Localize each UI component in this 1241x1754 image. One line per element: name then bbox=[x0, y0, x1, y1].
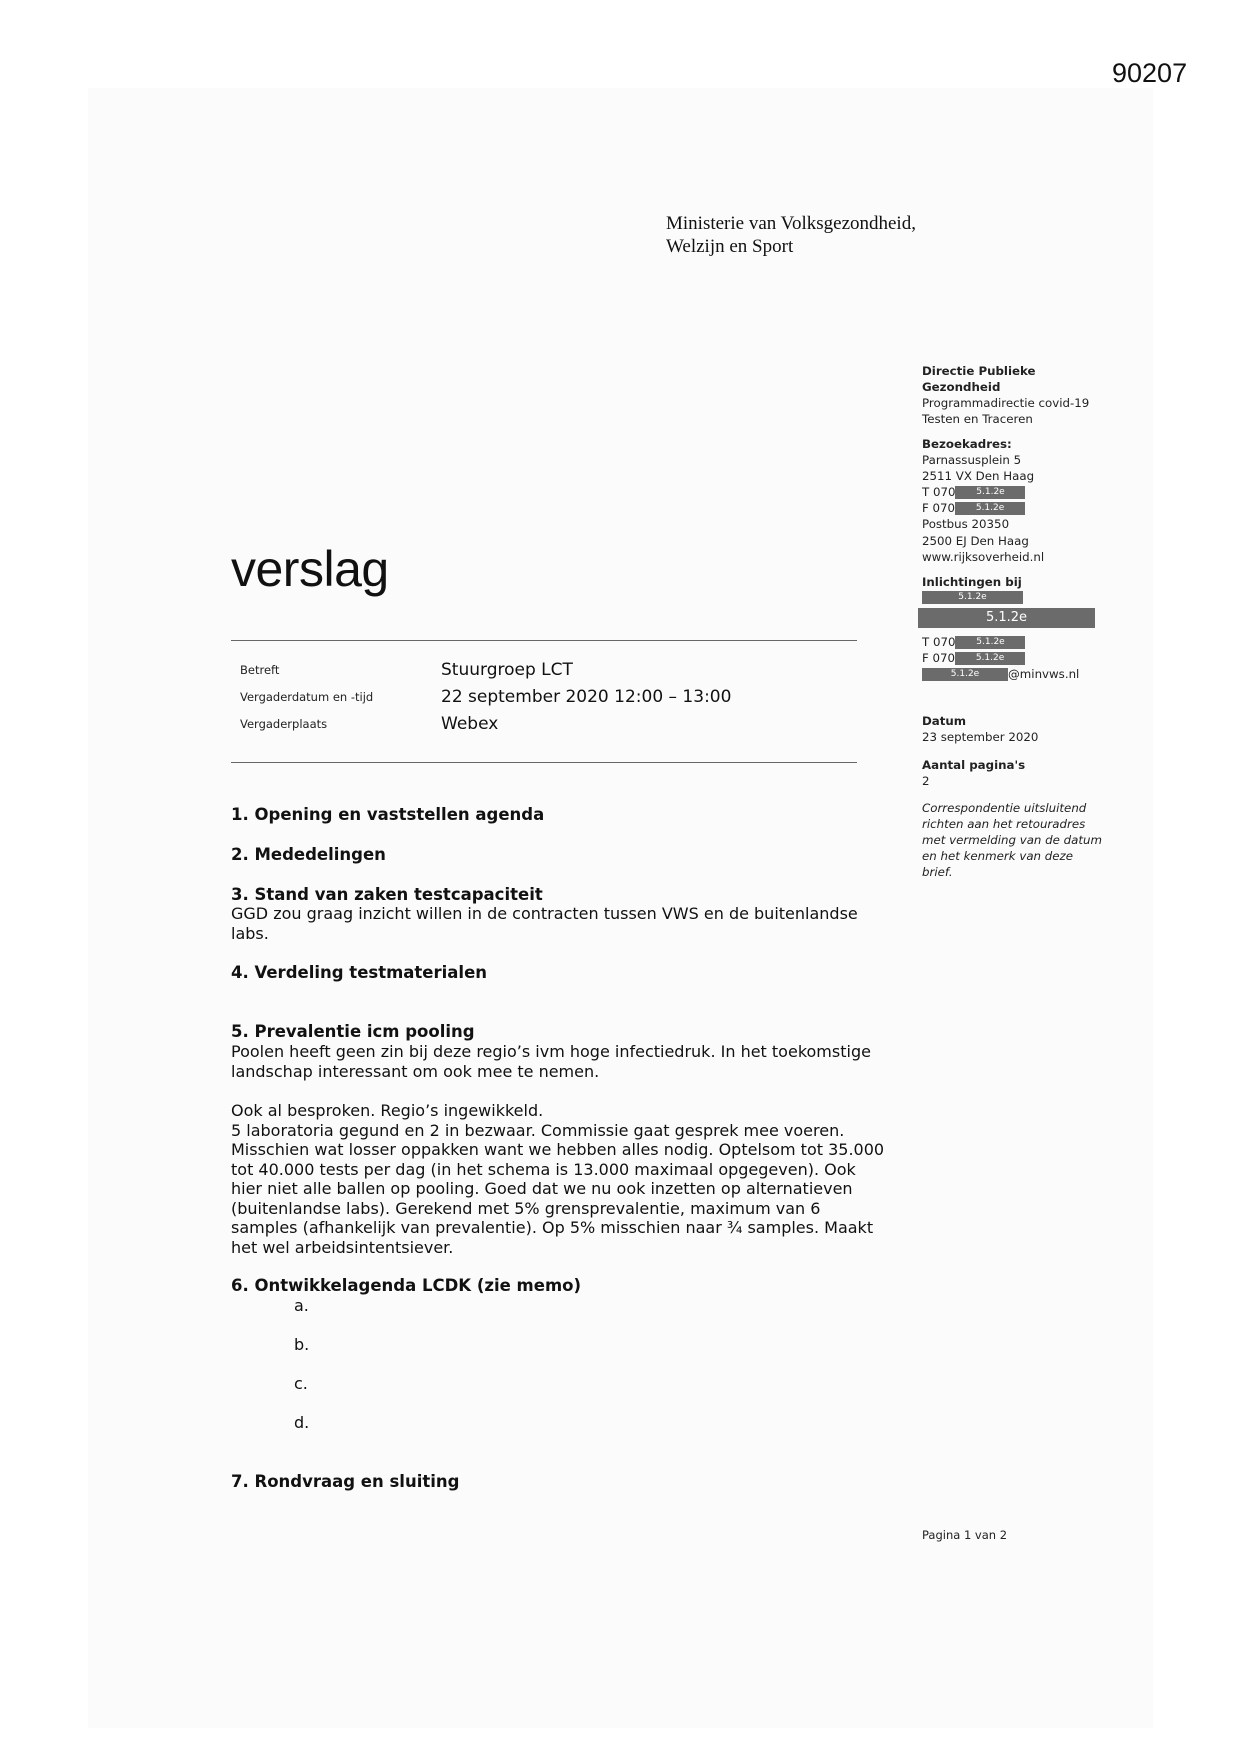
sidebar-correspondence-note bbox=[922, 800, 1102, 880]
agenda-item-7: 7. Rondvraag en sluiting bbox=[231, 1472, 460, 1491]
sidebar-contact-phone-prefix: T 070 bbox=[922, 635, 956, 649]
sidebar-dept-line-4: Testen en Traceren bbox=[922, 412, 1033, 427]
ministry-line-1: Ministerie van Volksgezondheid, bbox=[666, 213, 916, 234]
sidebar-website: www.rijksoverheid.nl bbox=[922, 549, 1045, 564]
subject-value: Stuurgroep LCT bbox=[441, 660, 573, 680]
sidebar-postcode: 2500 EJ Den Haag bbox=[922, 533, 1029, 548]
place-value: Webex bbox=[441, 714, 499, 734]
agenda-item-1: 1. Opening en vaststellen agenda bbox=[231, 805, 545, 824]
ministry-name bbox=[666, 212, 916, 258]
page-footer: Pagina 1 van 2 bbox=[922, 1528, 1008, 1542]
sidebar-info-label bbox=[922, 574, 1022, 590]
redaction-contact-name-large: 5.1.2e bbox=[918, 608, 1095, 628]
agenda-item-5-text-1: Poolen heeft geen zin bij deze regio’s ivm hoge infectiedruk. In het toekomstige landschap interessant om ook mee te nemen. bbox=[231, 1042, 871, 1081]
sidebar-dept-line-1: Directie Publieke bbox=[922, 364, 1036, 378]
agenda-item-5-text-2-first-line: Ook al besproken. Regio’s ingewikkeld. bbox=[231, 1101, 544, 1120]
agenda-item-5-text-2-body: 5 laboratoria gegund en 2 in bezwaar. Commissie gaat gesprek mee voeren. Misschien wat losser oppakken want we hebben alles nodig. Optelsom tot 35.000 tot 40.000 tests per dag (in het schema is 13.000 maximaal opgegeven). Ook hier niet alle ballen op pooling. Goed dat we nu ook inzetten op alternatieven (buitenlandse labs). Gerekend met 5% grensprevalentie, maximum van 6 samples (afhankelijk van prevalentie). Op 5% misschien naar ¾ samples. Maakt het wel arbeidsintentsiever. bbox=[231, 1120, 885, 1257]
bottom-divider bbox=[231, 762, 857, 763]
ministry-line-2: Welzijn en Sport bbox=[666, 236, 794, 257]
sidebar-note-line-2: richten aan het retouradres bbox=[922, 817, 1086, 832]
sidebar-contact-fax-prefix: F 070 bbox=[922, 651, 956, 666]
sidebar-pages-label: Aantal pagina's bbox=[922, 758, 1026, 772]
sidebar-visit-label: Bezoekadres: bbox=[922, 437, 1012, 451]
place-label: Vergaderplaats bbox=[240, 717, 328, 731]
redaction-contact-phone: 5.1.2e bbox=[955, 636, 1025, 649]
agenda-item-3-text: GGD zou graag inzicht willen in de contracten tussen VWS en de buitenlandse labs. bbox=[231, 904, 858, 943]
sidebar-note-line-3: met vermelding van de datum bbox=[922, 833, 1102, 848]
sidebar-dept-line-3: Programmadirectie covid-19 bbox=[922, 396, 1090, 411]
sidebar-address-line-2: 2511 VX Den Haag bbox=[922, 469, 1035, 484]
redaction-contact-name-small: 5.1.2e bbox=[922, 591, 1023, 604]
sidebar-phone-prefix: T 070 bbox=[922, 485, 956, 500]
sidebar-date-value: 23 september 2020 bbox=[922, 730, 1039, 745]
sidebar-email-suffix: @minvws.nl bbox=[1008, 667, 1080, 682]
agenda-item-4: 4. Verdeling testmaterialen bbox=[231, 963, 488, 982]
sidebar-note-line-5: brief. bbox=[922, 865, 953, 880]
sidebar-address-line-1: Parnassusplein 5 bbox=[922, 453, 1022, 468]
subject-label: Betreft bbox=[240, 663, 280, 677]
sidebar-contact bbox=[922, 634, 1079, 682]
redaction-phone: 5.1.2e bbox=[955, 486, 1025, 499]
agenda-item-6-sub-a: a. bbox=[294, 1296, 309, 1315]
sidebar-phone-row bbox=[922, 484, 1044, 500]
top-divider bbox=[231, 640, 857, 641]
sidebar-note-line-4: en het kenmerk van deze bbox=[922, 849, 1073, 864]
agenda-item-6-sub-b: b. bbox=[294, 1335, 310, 1354]
sidebar-contact-phone-row bbox=[922, 634, 1079, 650]
sidebar-visit-address bbox=[922, 436, 1044, 565]
datetime-value: 22 september 2020 12:00 – 13:00 bbox=[441, 687, 732, 707]
agenda-item-6-sub-c: c. bbox=[294, 1374, 308, 1393]
sidebar-department bbox=[922, 363, 1089, 427]
agenda-item-2: 2. Mededelingen bbox=[231, 845, 386, 864]
agenda-item-3: 3. Stand van zaken testcapaciteit bbox=[231, 885, 543, 904]
sidebar-fax-prefix: F 070 bbox=[922, 501, 956, 516]
redaction-fax: 5.1.2e bbox=[955, 502, 1025, 515]
agenda-item-5: 5. Prevalentie icm pooling bbox=[231, 1022, 475, 1041]
datetime-label: Vergaderdatum en -tijd bbox=[240, 690, 374, 704]
sidebar-postbus: Postbus 20350 bbox=[922, 517, 1010, 532]
sidebar-note-line-1: Correspondentie uitsluitend bbox=[922, 801, 1087, 815]
sidebar-date-label: Datum bbox=[922, 714, 967, 728]
sidebar-contact-fax-row bbox=[922, 650, 1079, 666]
sidebar-pages-value: 2 bbox=[922, 774, 930, 789]
redaction-email: 5.1.2e bbox=[922, 668, 1008, 681]
agenda-item-6-sub-d: d. bbox=[294, 1413, 310, 1432]
document-number: 90207 bbox=[1112, 58, 1188, 88]
sidebar-email-row bbox=[922, 666, 1079, 682]
sidebar-dept-line-2: Gezondheid bbox=[922, 380, 1001, 395]
sidebar-pages bbox=[922, 757, 1025, 789]
document-title: verslag bbox=[231, 541, 389, 597]
redaction-contact-fax: 5.1.2e bbox=[955, 652, 1025, 665]
sidebar-date bbox=[922, 713, 1038, 745]
agenda-item-5-text-2 bbox=[231, 1101, 891, 1257]
agenda-item-6: 6. Ontwikkelagenda LCDK (zie memo) bbox=[231, 1276, 582, 1295]
sidebar-fax-row bbox=[922, 500, 1044, 516]
sidebar-info-label-text: Inlichtingen bij bbox=[922, 575, 1022, 589]
